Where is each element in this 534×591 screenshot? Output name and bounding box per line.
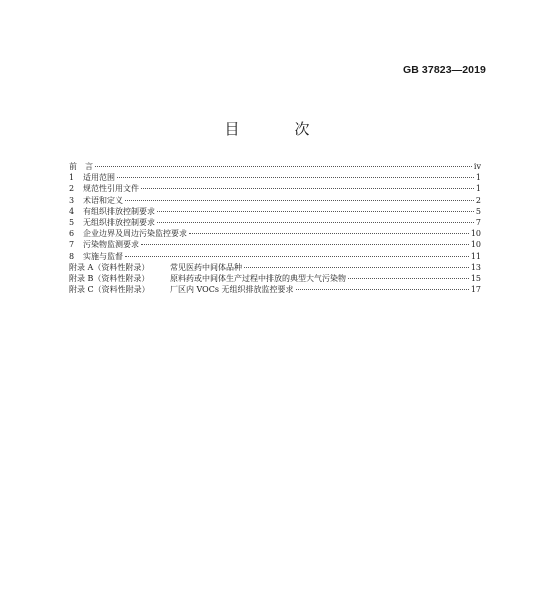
toc-entry-page: 1 bbox=[475, 173, 481, 183]
toc-entry-page: 2 bbox=[475, 195, 481, 205]
toc-entry-number: 1 bbox=[69, 173, 75, 183]
toc-entry-4[interactable] bbox=[69, 206, 481, 217]
toc-leader-dots bbox=[95, 166, 472, 167]
toc-entry-page: 11 bbox=[470, 251, 481, 261]
toc-entry-label: 企业边界及周边污染监控要求 bbox=[83, 229, 187, 239]
toc-title: 目 次 bbox=[224, 120, 330, 138]
toc-leader-dots bbox=[141, 188, 474, 189]
toc-entry-label: 实施与监督 bbox=[83, 251, 123, 261]
toc-entry-page: iv bbox=[473, 162, 481, 171]
toc-appendix-label: 常见医药中间体品种 bbox=[170, 262, 242, 272]
toc-leader-dots bbox=[117, 177, 474, 178]
toc-entry-5[interactable] bbox=[69, 217, 481, 228]
toc-leader-dots bbox=[244, 267, 469, 268]
toc-entry-label: 术语和定义 bbox=[83, 195, 123, 205]
toc-entry-number: 6 bbox=[69, 229, 75, 239]
toc-entry-7[interactable] bbox=[69, 239, 481, 250]
standard-number: GB 37823—2019 bbox=[402, 64, 486, 76]
toc-entry-1[interactable] bbox=[69, 172, 481, 183]
toc-entry-number: 2 bbox=[69, 184, 75, 194]
toc-appendix-label: 原料药或中间体生产过程中排放的典型大气污染物 bbox=[170, 273, 346, 283]
toc-entry-label: 规范性引用文件 bbox=[83, 184, 139, 194]
toc-entry-page: 10 bbox=[470, 240, 481, 250]
toc-entry-label: 有组织排放控制要求 bbox=[83, 206, 155, 216]
toc-entry-number: 8 bbox=[69, 251, 75, 261]
toc-entry-label: 适用范围 bbox=[83, 173, 115, 183]
toc-appendix-prefix: 附录 B（资料性附录） bbox=[69, 273, 150, 283]
toc-appendix-page: 13 bbox=[470, 262, 481, 272]
toc-entry-page: 7 bbox=[475, 217, 481, 227]
toc-leader-dots bbox=[189, 233, 469, 234]
toc-entry-number: 5 bbox=[69, 217, 75, 227]
toc-appendix-c[interactable] bbox=[69, 284, 481, 295]
toc-entry-page: 1 bbox=[475, 184, 481, 194]
toc-entry-number: 4 bbox=[69, 206, 75, 216]
toc-leader-dots bbox=[157, 211, 474, 212]
toc-leader-dots bbox=[125, 256, 469, 257]
toc-appendix-page: 15 bbox=[470, 273, 481, 283]
toc-appendix-label: 厂区内 VOCs 无组织排放监控要求 bbox=[170, 285, 294, 295]
toc-leader-dots bbox=[125, 200, 474, 201]
toc-appendix-a[interactable] bbox=[69, 262, 481, 273]
toc-appendix-b[interactable] bbox=[69, 273, 481, 284]
toc-entry-page: 10 bbox=[470, 229, 481, 239]
toc-entry-number: 7 bbox=[69, 240, 75, 250]
toc-appendix-page: 17 bbox=[470, 285, 481, 295]
toc-leader-dots bbox=[157, 222, 474, 223]
toc-leader-dots bbox=[296, 289, 469, 290]
toc-entry-label: 前 言 bbox=[69, 162, 93, 171]
toc-entry-foreword[interactable] bbox=[69, 161, 481, 172]
toc-entry-2[interactable] bbox=[69, 183, 481, 194]
toc-leader-dots bbox=[348, 278, 469, 279]
toc-entry-label: 污染物监测要求 bbox=[83, 240, 139, 250]
toc-entry-page: 5 bbox=[475, 206, 481, 216]
toc-entry-8[interactable] bbox=[69, 251, 481, 262]
toc-entry-label: 无组织排放控制要求 bbox=[83, 217, 155, 227]
toc-entry-number: 3 bbox=[69, 195, 75, 205]
toc-appendix-prefix: 附录 C（资料性附录） bbox=[69, 285, 150, 295]
toc-entry-6[interactable] bbox=[69, 228, 481, 239]
table-of-contents bbox=[69, 161, 481, 295]
toc-entry-3[interactable] bbox=[69, 195, 481, 206]
toc-appendix-prefix: 附录 A（资料性附录） bbox=[69, 262, 150, 272]
toc-leader-dots bbox=[141, 244, 469, 245]
